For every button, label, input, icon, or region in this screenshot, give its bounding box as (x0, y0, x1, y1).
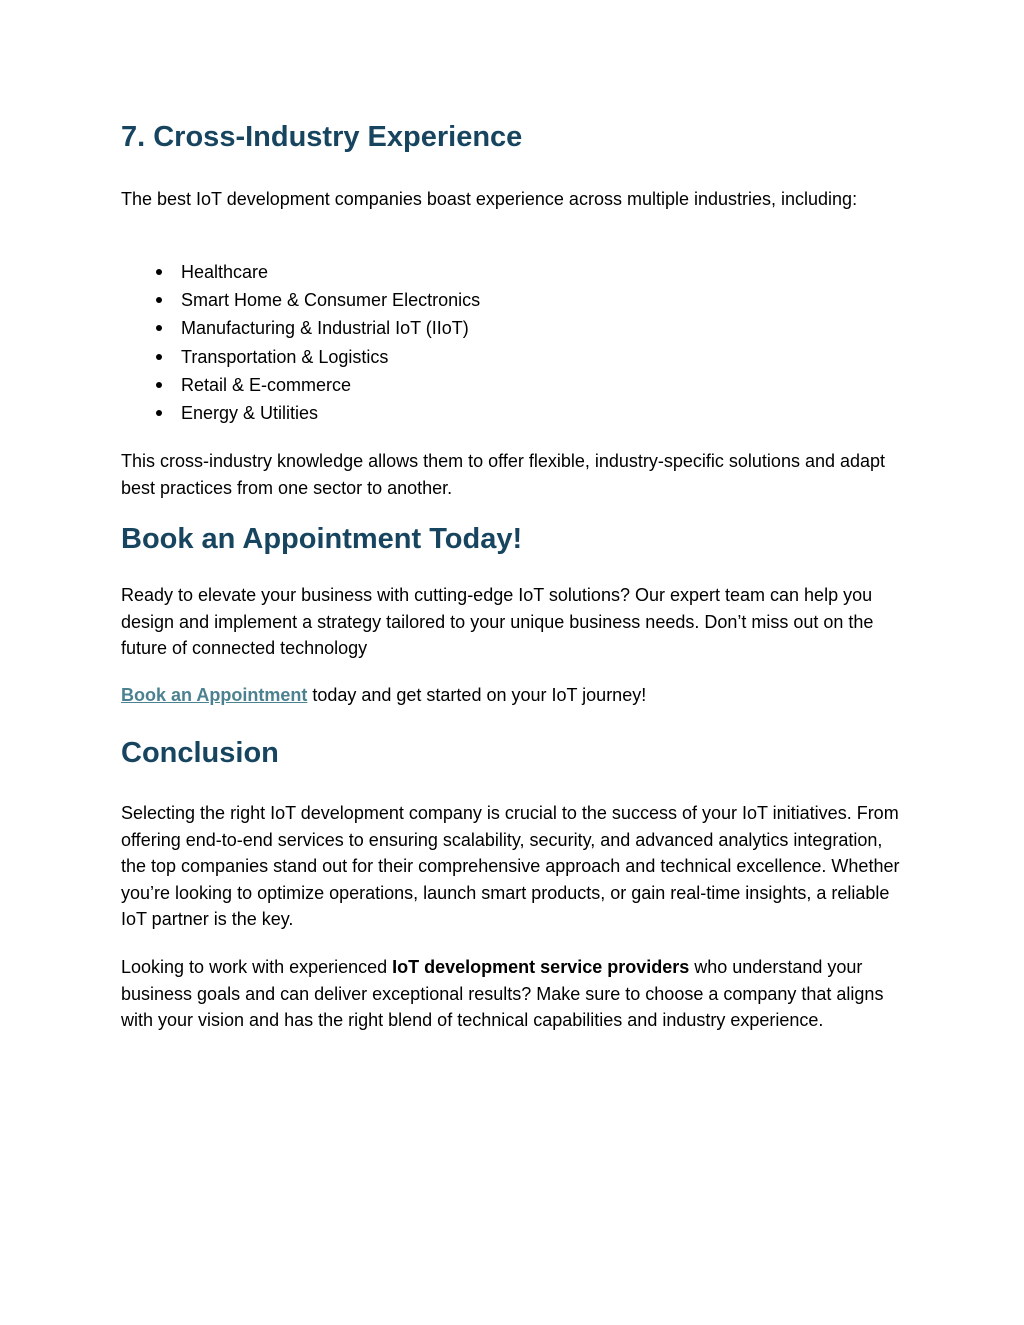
bullet-icon (156, 269, 162, 275)
list-item-label: Healthcare (181, 262, 269, 282)
list-item-label: Energy & Utilities (181, 403, 319, 424)
list-item (121, 399, 480, 427)
list-item (121, 286, 480, 314)
section-heading-conclusion: Conclusion (121, 737, 279, 769)
list-item-label: Smart Home & Consumer Electronics (181, 290, 481, 311)
industry-list (121, 258, 480, 427)
bold-phrase: IoT development service providers (392, 957, 690, 977)
list-item (121, 371, 480, 399)
list-item (121, 343, 480, 371)
list-item-label: Retail & E-commerce (181, 374, 352, 395)
bullet-icon (156, 354, 162, 360)
cross-industry-paragraph: This cross-industry knowledge allows them to offer flexible, industry-specific solutions and adapt best practices from one sector to another. (121, 451, 886, 498)
book-paragraph: Ready to elevate your business with cutting-edge IoT solutions? Our expert team can help you design and implement a strategy tailored to your unique business needs. Don’t miss out on the future of connected technology (121, 585, 874, 658)
cta-paragraph (121, 682, 646, 709)
bullet-icon (156, 297, 162, 303)
list-item-label: Manufacturing & Industrial IoT (IIoT) (181, 318, 469, 339)
list-item (121, 314, 480, 342)
book-appointment-link[interactable]: Book an Appointment (121, 685, 308, 705)
list-item-label: Transportation & Logistics (181, 346, 389, 367)
bullet-icon (156, 382, 162, 388)
bullet-icon (156, 410, 162, 416)
list-item (121, 258, 480, 286)
intro-paragraph: The best IoT development companies boast experience across multiple industries, including: (121, 189, 858, 209)
conclusion-paragraph-2 (121, 954, 911, 1034)
section-heading-cross-industry: 7. Cross-Industry Experience (121, 121, 523, 153)
conclusion-paragraph-1: Selecting the right IoT development company is crucial to the success of your IoT initiatives. From offering end-to-end services to ensuring scalability, security, and advanced analytics integration, the top companies stand out for their comprehensive approach and technical excellence. Whether you’re looking to optimize operations, launch smart products, or gain real-time insights, a reliable IoT partner is the key. (121, 803, 900, 929)
paragraph-text: Looking to work with experienced (121, 957, 393, 977)
paragraph-text: who understand your business goals and can deliver exceptional results? Make sure to choose a company that aligns with your vision and has the right blend of technical capabilities and industry experience. (121, 957, 884, 1030)
bullet-icon (156, 325, 162, 331)
cta-text: today and get started on your IoT journey! (307, 685, 647, 705)
section-heading-book-appointment: Book an Appointment Today! (121, 523, 523, 555)
